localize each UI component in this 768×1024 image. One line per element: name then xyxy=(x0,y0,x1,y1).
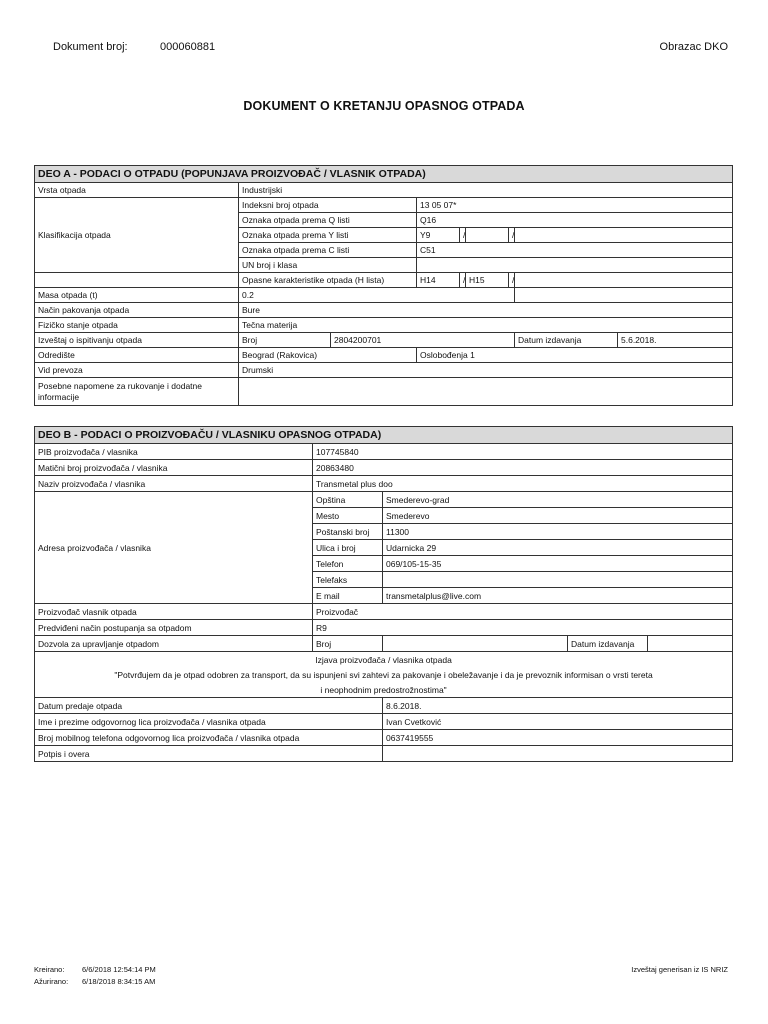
pib-row xyxy=(35,444,733,460)
phone-label: Telefon xyxy=(313,556,383,572)
person-row xyxy=(35,714,733,730)
packaging-row xyxy=(35,303,733,318)
address-label: Adresa proizvođača / vlasnika xyxy=(35,492,313,604)
state-value: Tečna materija xyxy=(239,318,733,333)
fax-label: Telefaks xyxy=(313,572,383,588)
postal-value: 11300 xyxy=(383,524,733,540)
permit-date-value xyxy=(648,636,733,652)
y-list-value: Y9 xyxy=(417,228,460,243)
owner-row xyxy=(35,604,733,620)
name-value: Transmetal plus doo xyxy=(313,476,733,492)
owner-label: Proizvođač vlasnik otpada xyxy=(35,604,313,620)
transport-value: Drumski xyxy=(239,363,733,378)
permit-date-label: Datum izdavanja xyxy=(568,636,648,652)
method-label: Predviđeni način postupanja sa otpadom xyxy=(35,620,313,636)
email-value: transmetalplus@live.com xyxy=(383,588,733,604)
created-label: Kreirano: xyxy=(34,965,65,974)
h-separator-1: / xyxy=(460,273,466,288)
transport-row xyxy=(35,363,733,378)
mass-value: 0.2 xyxy=(239,288,515,303)
part-b-heading-row xyxy=(35,427,733,444)
packaging-value: Bure xyxy=(239,303,733,318)
statement-line2-row xyxy=(35,682,733,698)
mass-row xyxy=(35,288,733,303)
updated-label: Ažurirano: xyxy=(34,977,69,986)
statement-title: Izjava proizvođača / vlasnika otpada xyxy=(35,652,733,668)
report-date-value: 5.6.2018. xyxy=(618,333,733,348)
statement-line1-row xyxy=(35,667,733,682)
statement-title-row xyxy=(35,652,733,668)
owner-value: Proizvođač xyxy=(313,604,733,620)
classification-label: Klasifikacija otpada xyxy=(35,198,239,273)
part-a-table xyxy=(34,165,733,406)
permit-row xyxy=(35,636,733,652)
h-separator-2: / xyxy=(509,273,515,288)
fax-value xyxy=(383,572,733,588)
q-list-value: Q16 xyxy=(417,213,733,228)
part-b-table xyxy=(34,426,733,762)
y-list-value-3 xyxy=(515,228,733,243)
y-list-label: Oznaka otpada prema Y listi xyxy=(239,228,417,243)
handover-label: Datum predaje otpada xyxy=(35,698,383,714)
state-row xyxy=(35,318,733,333)
part-b-heading: DEO B - PODACI O PROIZVOĐAČU / VLASNIKU OPASNOG OTPADA) xyxy=(35,427,733,444)
destination-value: Beograd (Rakovica) xyxy=(239,348,417,363)
name-row xyxy=(35,476,733,492)
pib-value: 107745840 xyxy=(313,444,733,460)
mass-extra xyxy=(515,288,733,303)
permit-number-label: Broj xyxy=(313,636,383,652)
mobile-row xyxy=(35,730,733,746)
place-value: Smederevo xyxy=(383,508,733,524)
mb-row xyxy=(35,460,733,476)
destination-row xyxy=(35,348,733,363)
notes-value xyxy=(239,378,733,406)
report-number-label: Broj xyxy=(239,333,331,348)
updated-value: 6/18/2018 8:34:15 AM xyxy=(82,977,156,986)
index-row xyxy=(35,198,733,213)
pib-label: PIB proizvođača / vlasnika xyxy=(35,444,313,460)
state-label: Fizičko stanje otpada xyxy=(35,318,239,333)
transport-label: Vid prevoza xyxy=(35,363,239,378)
place-label: Mesto xyxy=(313,508,383,524)
mb-value: 20863480 xyxy=(313,460,733,476)
part-a-heading-row xyxy=(35,166,733,183)
mass-label: Masa otpada (t) xyxy=(35,288,239,303)
q-list-label: Oznaka otpada prema Q listi xyxy=(239,213,417,228)
document-number-value: 000060881 xyxy=(160,41,216,53)
signature-value xyxy=(383,746,733,762)
destination-label: Odredište xyxy=(35,348,239,363)
index-value: 13 05 07* xyxy=(417,198,733,213)
notes-label: Posebne napomene za rukovanje i dodatne informacije xyxy=(35,378,239,406)
handover-row xyxy=(35,698,733,714)
method-row xyxy=(35,620,733,636)
waste-type-label: Vrsta otpada xyxy=(35,183,239,198)
form-name: Obrazac DKO xyxy=(659,41,728,53)
signature-label: Potpis i overa xyxy=(35,746,383,762)
index-label: Indeksni broj otpada xyxy=(239,198,417,213)
un-label: UN broj i klasa xyxy=(239,258,417,273)
h-list-value-3 xyxy=(515,273,733,288)
handover-value: 8.6.2018. xyxy=(383,698,733,714)
permit-number-value xyxy=(383,636,568,652)
street-label: Ulica i broj xyxy=(313,540,383,556)
c-list-label: Oznaka otpada prema C listi xyxy=(239,243,417,258)
generated-note: Izveštaj generisan iz IS NRIZ xyxy=(631,965,728,974)
phone-value: 069/105-15-35 xyxy=(383,556,733,572)
y-separator-2: / xyxy=(509,228,515,243)
method-value: R9 xyxy=(313,620,733,636)
report-label: Izveštaj o ispitivanju otpada xyxy=(35,333,239,348)
statement-line-2: i neophodnim predostrožnostima" xyxy=(35,682,733,698)
h-list-value-2: H15 xyxy=(466,273,509,288)
report-date-label: Datum izdavanja xyxy=(515,333,618,348)
notes-row xyxy=(35,378,733,406)
statement-line-1: "Potvrđujem da je otpad odobren za transport, da su ispunjeni svi zahtevi za pakovanje i obeležavanje i da je prevoznik informisan o vrsti tereta xyxy=(35,667,733,682)
municipality-row xyxy=(35,492,733,508)
email-label: E mail xyxy=(313,588,383,604)
mobile-label: Broj mobilnog telefona odgovornog lica proizvođača / vlasnika otpada xyxy=(35,730,383,746)
h-list-label: Opasne karakteristike otpada (H lista) xyxy=(239,273,417,288)
packaging-label: Način pakovanja otpada xyxy=(35,303,239,318)
h-list-value-1: H14 xyxy=(417,273,460,288)
mobile-value: 0637419555 xyxy=(383,730,733,746)
page-title: DOKUMENT O KRETANJU OPASNOG OTPADA xyxy=(243,99,525,113)
waste-type-value: Industrijski xyxy=(239,183,733,198)
h-list-left-blank xyxy=(35,273,239,288)
y-list-value-2 xyxy=(466,228,509,243)
document-number-label: Dokument broj: xyxy=(53,41,128,53)
name-label: Naziv proizvođača / vlasnika xyxy=(35,476,313,492)
municipality-value: Smederevo-grad xyxy=(383,492,733,508)
mb-label: Matični broj proizvođača / vlasnika xyxy=(35,460,313,476)
municipality-label: Opština xyxy=(313,492,383,508)
part-a-heading: DEO A - PODACI O OTPADU (POPUNJAVA PROIZVOĐAČ / VLASNIK OTPADA) xyxy=(35,166,733,183)
person-label: Ime i prezime odgovornog lica proizvođača / vlasnika otpada xyxy=(35,714,383,730)
c-list-value: C51 xyxy=(417,243,733,258)
postal-label: Poštanski broj xyxy=(313,524,383,540)
signature-row xyxy=(35,746,733,762)
h-list-row xyxy=(35,273,733,288)
permit-label: Dozvola za upravljanje otpadom xyxy=(35,636,313,652)
y-separator-1: / xyxy=(460,228,466,243)
created-value: 6/6/2018 12:54:14 PM xyxy=(82,965,156,974)
street-value: Udarnicka 29 xyxy=(383,540,733,556)
waste-type-row xyxy=(35,183,733,198)
report-row xyxy=(35,333,733,348)
person-value: Ivan Cvetković xyxy=(383,714,733,730)
un-value xyxy=(417,258,733,273)
destination-street: Oslobođenja 1 xyxy=(417,348,733,363)
report-number-value: 2804200701 xyxy=(331,333,515,348)
